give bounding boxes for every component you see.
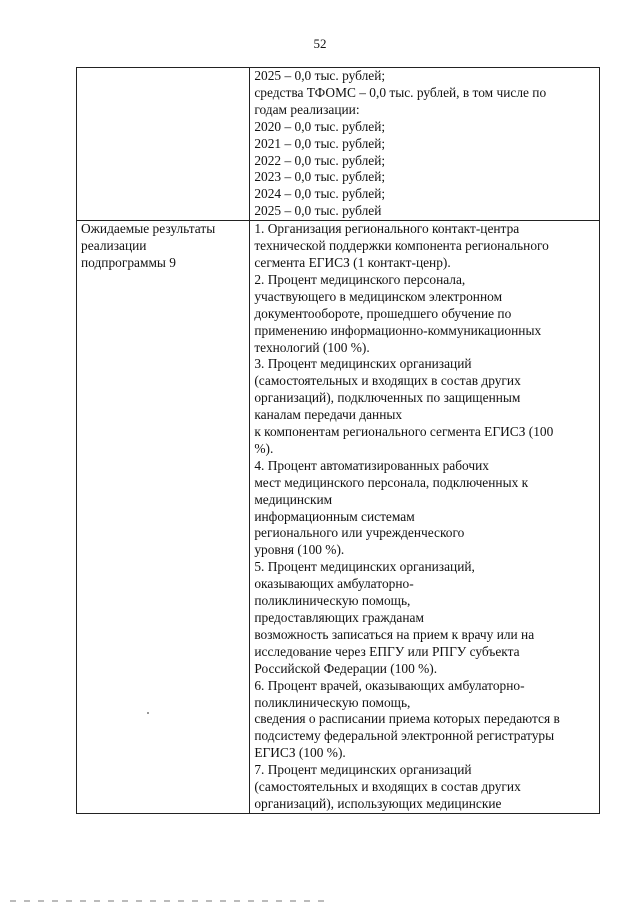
table-row-results [77, 221, 600, 814]
program-table [76, 67, 600, 814]
funding-line: 2020 – 0,0 тыс. рублей; [254, 118, 386, 134]
results-line: подсистему федеральной электронной регистратуры [254, 728, 555, 744]
results-line: 6. Процент врачей, оказывающих амбулаторно- [254, 677, 525, 693]
results-line: участвующего в медицинском электронном [254, 288, 503, 304]
scan-footer-artifact [10, 900, 330, 902]
results-line: мест медицинского персонала, подключенных к [254, 474, 529, 490]
results-line: исследование через ЕПГУ или РПГУ субъекта [254, 643, 520, 659]
results-label-line: Ожидаемые результаты [81, 221, 216, 237]
results-line: информационным системам [254, 508, 415, 524]
results-label-line: реализации [81, 238, 147, 254]
results-line: применению информационно-коммуникационных [254, 322, 542, 338]
results-line: медицинским [254, 491, 333, 507]
funding-line: годам реализации: [254, 101, 360, 117]
results-line: сегмента ЕГИСЗ (1 контакт-ценр). [254, 254, 451, 270]
funding-line: 2021 – 0,0 тыс. рублей; [254, 135, 386, 151]
results-line: поликлиническую помощь, [254, 593, 411, 609]
table-cell-label [77, 68, 250, 221]
results-line: (самостоятельных и входящих в состав других [254, 373, 521, 389]
results-line: 2. Процент медицинского персонала, [254, 271, 466, 287]
results-line: 5. Процент медицинских организаций, [254, 559, 475, 575]
funding-line: 2025 – 0,0 тыс. рублей [254, 203, 382, 219]
results-line: организаций), подключенных по защищенным [254, 390, 521, 406]
results-line: 3. Процент медицинских организаций [254, 356, 472, 372]
funding-line: 2023 – 0,0 тыс. рублей; [254, 169, 386, 185]
results-line: %). [254, 440, 274, 456]
results-line: к компонентам регионального сегмента ЕГИСЗ (100 [254, 424, 554, 440]
funding-line: средства ТФОМС – 0,0 тыс. рублей, в том числе по [254, 84, 547, 100]
results-line: каналам передачи данных [254, 407, 403, 423]
results-line: Российской Федерации (100 %). [254, 660, 438, 676]
results-line: организаций), использующих медицинские [254, 795, 502, 811]
results-line: технической поддержки компонента регионального [254, 238, 549, 254]
results-line: оказывающих амбулаторно- [254, 576, 414, 592]
funding-line: 2025 – 0,0 тыс. рублей; [254, 68, 386, 83]
results-line: уровня (100 %). [254, 542, 345, 558]
table-row-funding [77, 68, 600, 221]
results-line: сведения о расписании приема которых передаются в [254, 711, 560, 727]
table-cell-content [250, 221, 600, 814]
results-line: 7. Процент медицинских организаций [254, 762, 472, 778]
results-line: возможность записаться на прием к врачу или на [254, 626, 535, 642]
table-cell-content [250, 68, 600, 221]
results-line: 4. Процент автоматизированных рабочих [254, 457, 490, 473]
results-line: документообороте, прошедшего обучение по [254, 305, 512, 321]
results-line: (самостоятельных и входящих в состав других [254, 779, 521, 795]
results-line: ЕГИСЗ (100 %). [254, 745, 346, 761]
table-cell-label [77, 221, 250, 814]
results-line: технологий (100 %). [254, 339, 370, 355]
results-label-line: подпрограммы 9 [81, 254, 176, 270]
scan-artifact [147, 712, 149, 714]
funding-line: 2022 – 0,0 тыс. рублей; [254, 152, 386, 168]
funding-line: 2024 – 0,0 тыс. рублей; [254, 186, 386, 202]
results-line: поликлиническую помощь, [254, 694, 411, 710]
results-line: регионального или учрежденческого [254, 525, 465, 541]
results-line: предоставляющих гражданам [254, 610, 424, 625]
page-number: 52 [313, 36, 327, 51]
results-line: 1. Организация регионального контакт-центра [254, 221, 520, 237]
